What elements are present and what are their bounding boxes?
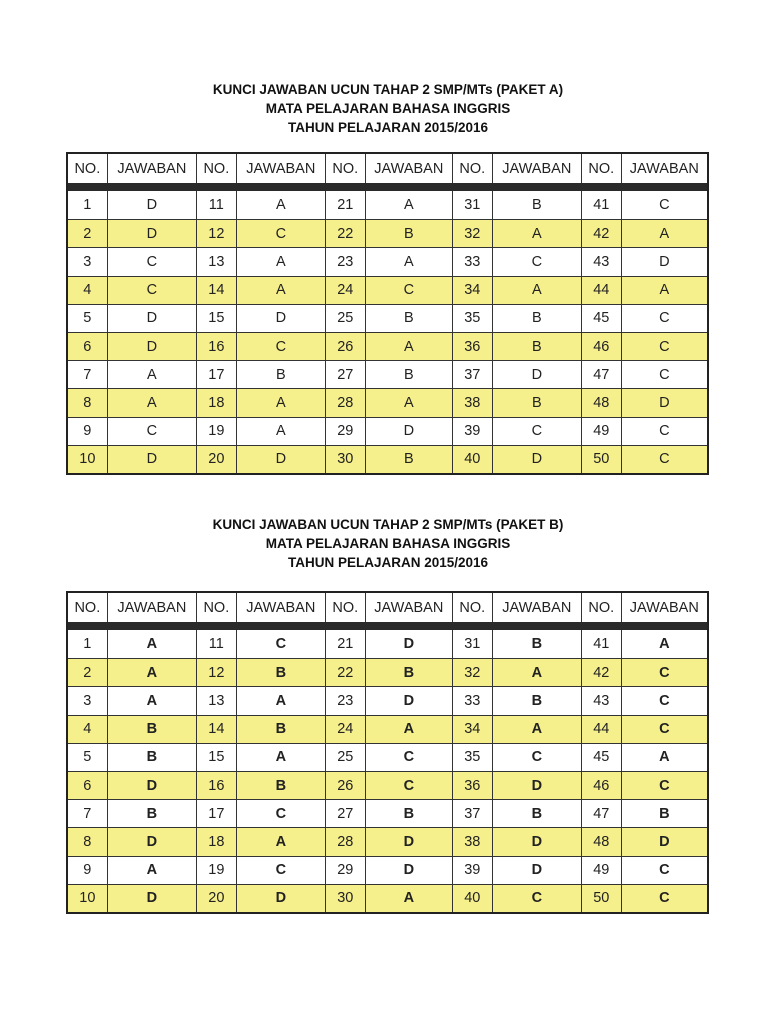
answer-cell: C xyxy=(621,857,707,884)
question-number: 21 xyxy=(325,191,365,219)
answer-cell: A xyxy=(107,659,196,686)
answer-cell: B xyxy=(236,361,325,388)
answer-cell: C xyxy=(621,191,707,219)
question-number: 29 xyxy=(325,857,365,884)
question-number: 13 xyxy=(196,248,236,275)
question-number: 7 xyxy=(83,366,92,383)
answer-cell: D xyxy=(107,191,196,219)
answer-cell: D xyxy=(492,857,581,884)
question-number: 6 xyxy=(83,338,92,355)
question-number: 36 xyxy=(452,333,492,360)
question-number: 29 xyxy=(325,418,365,445)
header-divider xyxy=(68,183,707,191)
answer-cell: D xyxy=(492,772,581,799)
answer-cell: B xyxy=(365,361,452,388)
header-answer: JAWABAN xyxy=(621,593,707,622)
header-answer: JAWABAN xyxy=(107,154,196,183)
table-row xyxy=(68,884,707,912)
question-number: 39 xyxy=(452,418,492,445)
answer-cell: C xyxy=(236,220,325,247)
answer-cell: C xyxy=(621,659,707,686)
answer-cell: B xyxy=(492,333,581,360)
answer-cell: D xyxy=(107,772,196,799)
question-number: 50 xyxy=(581,446,621,473)
answer-cell: D xyxy=(492,361,581,388)
answer-cell: D xyxy=(621,248,707,275)
title-line: KUNCI JAWABAN UCUN TAHAP 2 SMP/MTs (PAKET A) xyxy=(212,82,564,97)
answer-cell: A xyxy=(365,248,452,275)
header-answer: JAWABAN xyxy=(107,593,196,622)
question-number: 1 xyxy=(83,636,92,653)
answer-cell: A xyxy=(236,191,325,219)
table-row xyxy=(68,715,707,743)
question-number: 43 xyxy=(581,248,621,275)
title-paket-a xyxy=(0,80,768,137)
answer-cell: C xyxy=(236,333,325,360)
answer-table-paket-b xyxy=(66,591,709,914)
answer-cell: C xyxy=(621,361,707,388)
header-answer: JAWABAN xyxy=(236,154,325,183)
header-no: NO. xyxy=(196,154,236,183)
title-line: TAHUN PELAJARAN 2015/2016 xyxy=(287,555,489,570)
question-number: 17 xyxy=(196,361,236,388)
answer-cell: C xyxy=(365,772,452,799)
answer-cell: A xyxy=(236,277,325,304)
table-row xyxy=(68,771,707,799)
answer-cell: B xyxy=(492,800,581,827)
question-number: 14 xyxy=(196,716,236,743)
answer-cell: A xyxy=(621,277,707,304)
question-number: 1 xyxy=(83,197,92,214)
answer-cell: C xyxy=(621,305,707,332)
question-number: 46 xyxy=(581,333,621,360)
question-number: 34 xyxy=(452,277,492,304)
question-number: 41 xyxy=(581,191,621,219)
header-no: NO. xyxy=(581,593,621,622)
header-answer: JAWABAN xyxy=(621,154,707,183)
question-number: 40 xyxy=(452,446,492,473)
table-row xyxy=(68,686,707,714)
answer-cell: A xyxy=(107,630,196,658)
answer-cell: B xyxy=(365,446,452,473)
answer-cell: B xyxy=(492,305,581,332)
answer-cell: D xyxy=(236,446,325,473)
title-line: TAHUN PELAJARAN 2015/2016 xyxy=(287,120,489,135)
answer-cell: D xyxy=(621,828,707,855)
question-number: 48 xyxy=(581,828,621,855)
answer-cell: D xyxy=(365,630,452,658)
question-number: 31 xyxy=(452,191,492,219)
table-row xyxy=(68,219,707,247)
question-number: 11 xyxy=(196,191,236,219)
header-divider xyxy=(68,622,707,630)
header-row xyxy=(68,154,707,183)
header-no: NO. xyxy=(452,593,492,622)
question-number: 47 xyxy=(581,361,621,388)
question-number: 30 xyxy=(325,446,365,473)
question-number: 15 xyxy=(196,305,236,332)
header-no: NO. xyxy=(196,593,236,622)
answer-cell: C xyxy=(492,885,581,912)
table-row xyxy=(68,388,707,416)
header-no: NO. xyxy=(581,154,621,183)
answer-cell: A xyxy=(365,389,452,416)
header-answer: JAWABAN xyxy=(236,593,325,622)
answer-cell: D xyxy=(107,885,196,912)
question-number: 19 xyxy=(196,418,236,445)
question-number: 35 xyxy=(452,305,492,332)
header-answer: JAWABAN xyxy=(365,154,452,183)
answer-cell: A xyxy=(365,191,452,219)
table-row xyxy=(68,743,707,771)
question-number: 2 xyxy=(83,664,92,681)
question-number: 27 xyxy=(325,800,365,827)
answer-cell: C xyxy=(236,857,325,884)
question-number: 4 xyxy=(83,721,92,738)
question-number: 21 xyxy=(325,630,365,658)
question-number: 6 xyxy=(83,777,92,794)
answer-cell: A xyxy=(492,277,581,304)
question-number: 17 xyxy=(196,800,236,827)
question-number: 7 xyxy=(83,805,92,822)
answer-cell: A xyxy=(236,248,325,275)
header-answer: JAWABAN xyxy=(365,593,452,622)
table-row xyxy=(68,827,707,855)
question-number: 13 xyxy=(196,687,236,714)
answer-cell: C xyxy=(107,418,196,445)
answer-cell: A xyxy=(107,687,196,714)
table-row xyxy=(68,658,707,686)
answer-cell: B xyxy=(107,800,196,827)
answer-cell: D xyxy=(107,828,196,855)
answer-cell: B xyxy=(236,716,325,743)
question-number: 48 xyxy=(581,389,621,416)
question-number: 4 xyxy=(83,282,92,299)
question-number: 49 xyxy=(581,418,621,445)
table-row xyxy=(68,276,707,304)
answer-cell: A xyxy=(492,716,581,743)
answer-cell: A xyxy=(236,687,325,714)
answer-cell: A xyxy=(365,716,452,743)
answer-cell: A xyxy=(492,220,581,247)
answer-cell: C xyxy=(621,333,707,360)
question-number: 8 xyxy=(83,394,92,411)
answer-cell: D xyxy=(365,828,452,855)
answer-cell: C xyxy=(107,277,196,304)
answer-cell: D xyxy=(236,305,325,332)
header-answer: JAWABAN xyxy=(492,154,581,183)
question-number: 24 xyxy=(325,716,365,743)
question-number: 12 xyxy=(196,659,236,686)
answer-cell: C xyxy=(492,418,581,445)
question-number: 11 xyxy=(196,630,236,658)
answer-cell: C xyxy=(236,630,325,658)
answer-cell: B xyxy=(621,800,707,827)
answer-cell: B xyxy=(107,716,196,743)
answer-cell: A xyxy=(107,389,196,416)
answer-cell: C xyxy=(621,772,707,799)
answer-cell: D xyxy=(365,857,452,884)
question-number: 20 xyxy=(196,446,236,473)
question-number: 35 xyxy=(452,744,492,771)
question-number: 36 xyxy=(452,772,492,799)
answer-cell: A xyxy=(236,389,325,416)
answer-cell: A xyxy=(621,744,707,771)
answer-cell: B xyxy=(236,772,325,799)
answer-cell: A xyxy=(236,744,325,771)
answer-cell: C xyxy=(492,744,581,771)
question-number: 9 xyxy=(83,423,92,440)
table-row xyxy=(68,799,707,827)
header-no: NO. xyxy=(74,599,101,616)
question-number: 26 xyxy=(325,772,365,799)
question-number: 38 xyxy=(452,389,492,416)
question-number: 45 xyxy=(581,744,621,771)
table-row xyxy=(68,191,707,219)
question-number: 32 xyxy=(452,659,492,686)
answer-cell: C xyxy=(621,446,707,473)
answer-cell: D xyxy=(107,220,196,247)
answer-cell: B xyxy=(365,305,452,332)
question-number: 27 xyxy=(325,361,365,388)
question-number: 3 xyxy=(83,253,92,270)
answer-cell: D xyxy=(492,828,581,855)
title-paket-b xyxy=(0,515,768,572)
question-number: 23 xyxy=(325,248,365,275)
answer-cell: D xyxy=(107,446,196,473)
question-number: 45 xyxy=(581,305,621,332)
answer-cell: A xyxy=(107,361,196,388)
question-number: 30 xyxy=(325,885,365,912)
question-number: 12 xyxy=(196,220,236,247)
question-number: 3 xyxy=(83,692,92,709)
answer-cell: A xyxy=(107,857,196,884)
question-number: 5 xyxy=(83,310,92,327)
question-number: 50 xyxy=(581,885,621,912)
question-number: 42 xyxy=(581,659,621,686)
question-number: 20 xyxy=(196,885,236,912)
answer-cell: C xyxy=(492,248,581,275)
header-no: NO. xyxy=(325,593,365,622)
answer-cell: D xyxy=(236,885,325,912)
answer-cell: A xyxy=(365,885,452,912)
table-row xyxy=(68,856,707,884)
question-number: 46 xyxy=(581,772,621,799)
question-number: 2 xyxy=(83,225,92,242)
answer-table-paket-a xyxy=(66,152,709,475)
question-number: 9 xyxy=(83,862,92,879)
answer-cell: B xyxy=(365,220,452,247)
answer-cell: A xyxy=(365,333,452,360)
answer-cell: C xyxy=(621,418,707,445)
answer-cell: C xyxy=(621,687,707,714)
question-number: 28 xyxy=(325,389,365,416)
question-number: 10 xyxy=(79,451,96,468)
question-number: 31 xyxy=(452,630,492,658)
answer-cell: C xyxy=(365,277,452,304)
question-number: 49 xyxy=(581,857,621,884)
header-no: NO. xyxy=(452,154,492,183)
answer-cell: C xyxy=(621,716,707,743)
answer-cell: D xyxy=(365,687,452,714)
question-number: 19 xyxy=(196,857,236,884)
question-number: 22 xyxy=(325,659,365,686)
table-row xyxy=(68,332,707,360)
answer-cell: B xyxy=(492,191,581,219)
answer-cell: B xyxy=(236,659,325,686)
table-row xyxy=(68,360,707,388)
answer-cell: A xyxy=(621,220,707,247)
question-number: 16 xyxy=(196,772,236,799)
question-number: 39 xyxy=(452,857,492,884)
answer-cell: D xyxy=(107,305,196,332)
question-number: 33 xyxy=(452,687,492,714)
question-number: 40 xyxy=(452,885,492,912)
answer-cell: C xyxy=(365,744,452,771)
question-number: 41 xyxy=(581,630,621,658)
answer-cell: C xyxy=(107,248,196,275)
answer-cell: D xyxy=(365,418,452,445)
question-number: 44 xyxy=(581,716,621,743)
question-number: 37 xyxy=(452,361,492,388)
title-line: MATA PELAJARAN BAHASA INGGRIS xyxy=(265,536,511,551)
table-row xyxy=(68,445,707,473)
question-number: 24 xyxy=(325,277,365,304)
question-number: 5 xyxy=(83,749,92,766)
header-answer: JAWABAN xyxy=(492,593,581,622)
question-number: 37 xyxy=(452,800,492,827)
answer-cell: D xyxy=(107,333,196,360)
question-number: 10 xyxy=(79,890,96,907)
question-number: 15 xyxy=(196,744,236,771)
answer-cell: B xyxy=(492,687,581,714)
answer-cell: A xyxy=(621,630,707,658)
question-number: 16 xyxy=(196,333,236,360)
table-row xyxy=(68,630,707,658)
question-number: 18 xyxy=(196,389,236,416)
table-row xyxy=(68,304,707,332)
question-number: 32 xyxy=(452,220,492,247)
question-number: 14 xyxy=(196,277,236,304)
question-number: 28 xyxy=(325,828,365,855)
answer-cell: C xyxy=(236,800,325,827)
answer-cell: B xyxy=(492,630,581,658)
question-number: 25 xyxy=(325,744,365,771)
answer-cell: D xyxy=(492,446,581,473)
question-number: 26 xyxy=(325,333,365,360)
question-number: 44 xyxy=(581,277,621,304)
answer-cell: D xyxy=(621,389,707,416)
title-line: MATA PELAJARAN BAHASA INGGRIS xyxy=(265,101,511,116)
question-number: 43 xyxy=(581,687,621,714)
answer-cell: B xyxy=(365,800,452,827)
header-no: NO. xyxy=(325,154,365,183)
title-line: KUNCI JAWABAN UCUN TAHAP 2 SMP/MTs (PAKET B) xyxy=(212,517,564,532)
question-number: 8 xyxy=(83,833,92,850)
answer-cell: A xyxy=(492,659,581,686)
answer-cell: C xyxy=(621,885,707,912)
question-number: 33 xyxy=(452,248,492,275)
question-number: 38 xyxy=(452,828,492,855)
answer-cell: B xyxy=(365,659,452,686)
table-row xyxy=(68,247,707,275)
question-number: 42 xyxy=(581,220,621,247)
question-number: 22 xyxy=(325,220,365,247)
answer-cell: A xyxy=(236,418,325,445)
question-number: 18 xyxy=(196,828,236,855)
question-number: 34 xyxy=(452,716,492,743)
question-number: 47 xyxy=(581,800,621,827)
question-number: 25 xyxy=(325,305,365,332)
question-number: 23 xyxy=(325,687,365,714)
header-no: NO. xyxy=(74,160,101,177)
answer-cell: B xyxy=(492,389,581,416)
table-row xyxy=(68,417,707,445)
header-row xyxy=(68,593,707,622)
answer-cell: A xyxy=(236,828,325,855)
answer-cell: B xyxy=(107,744,196,771)
